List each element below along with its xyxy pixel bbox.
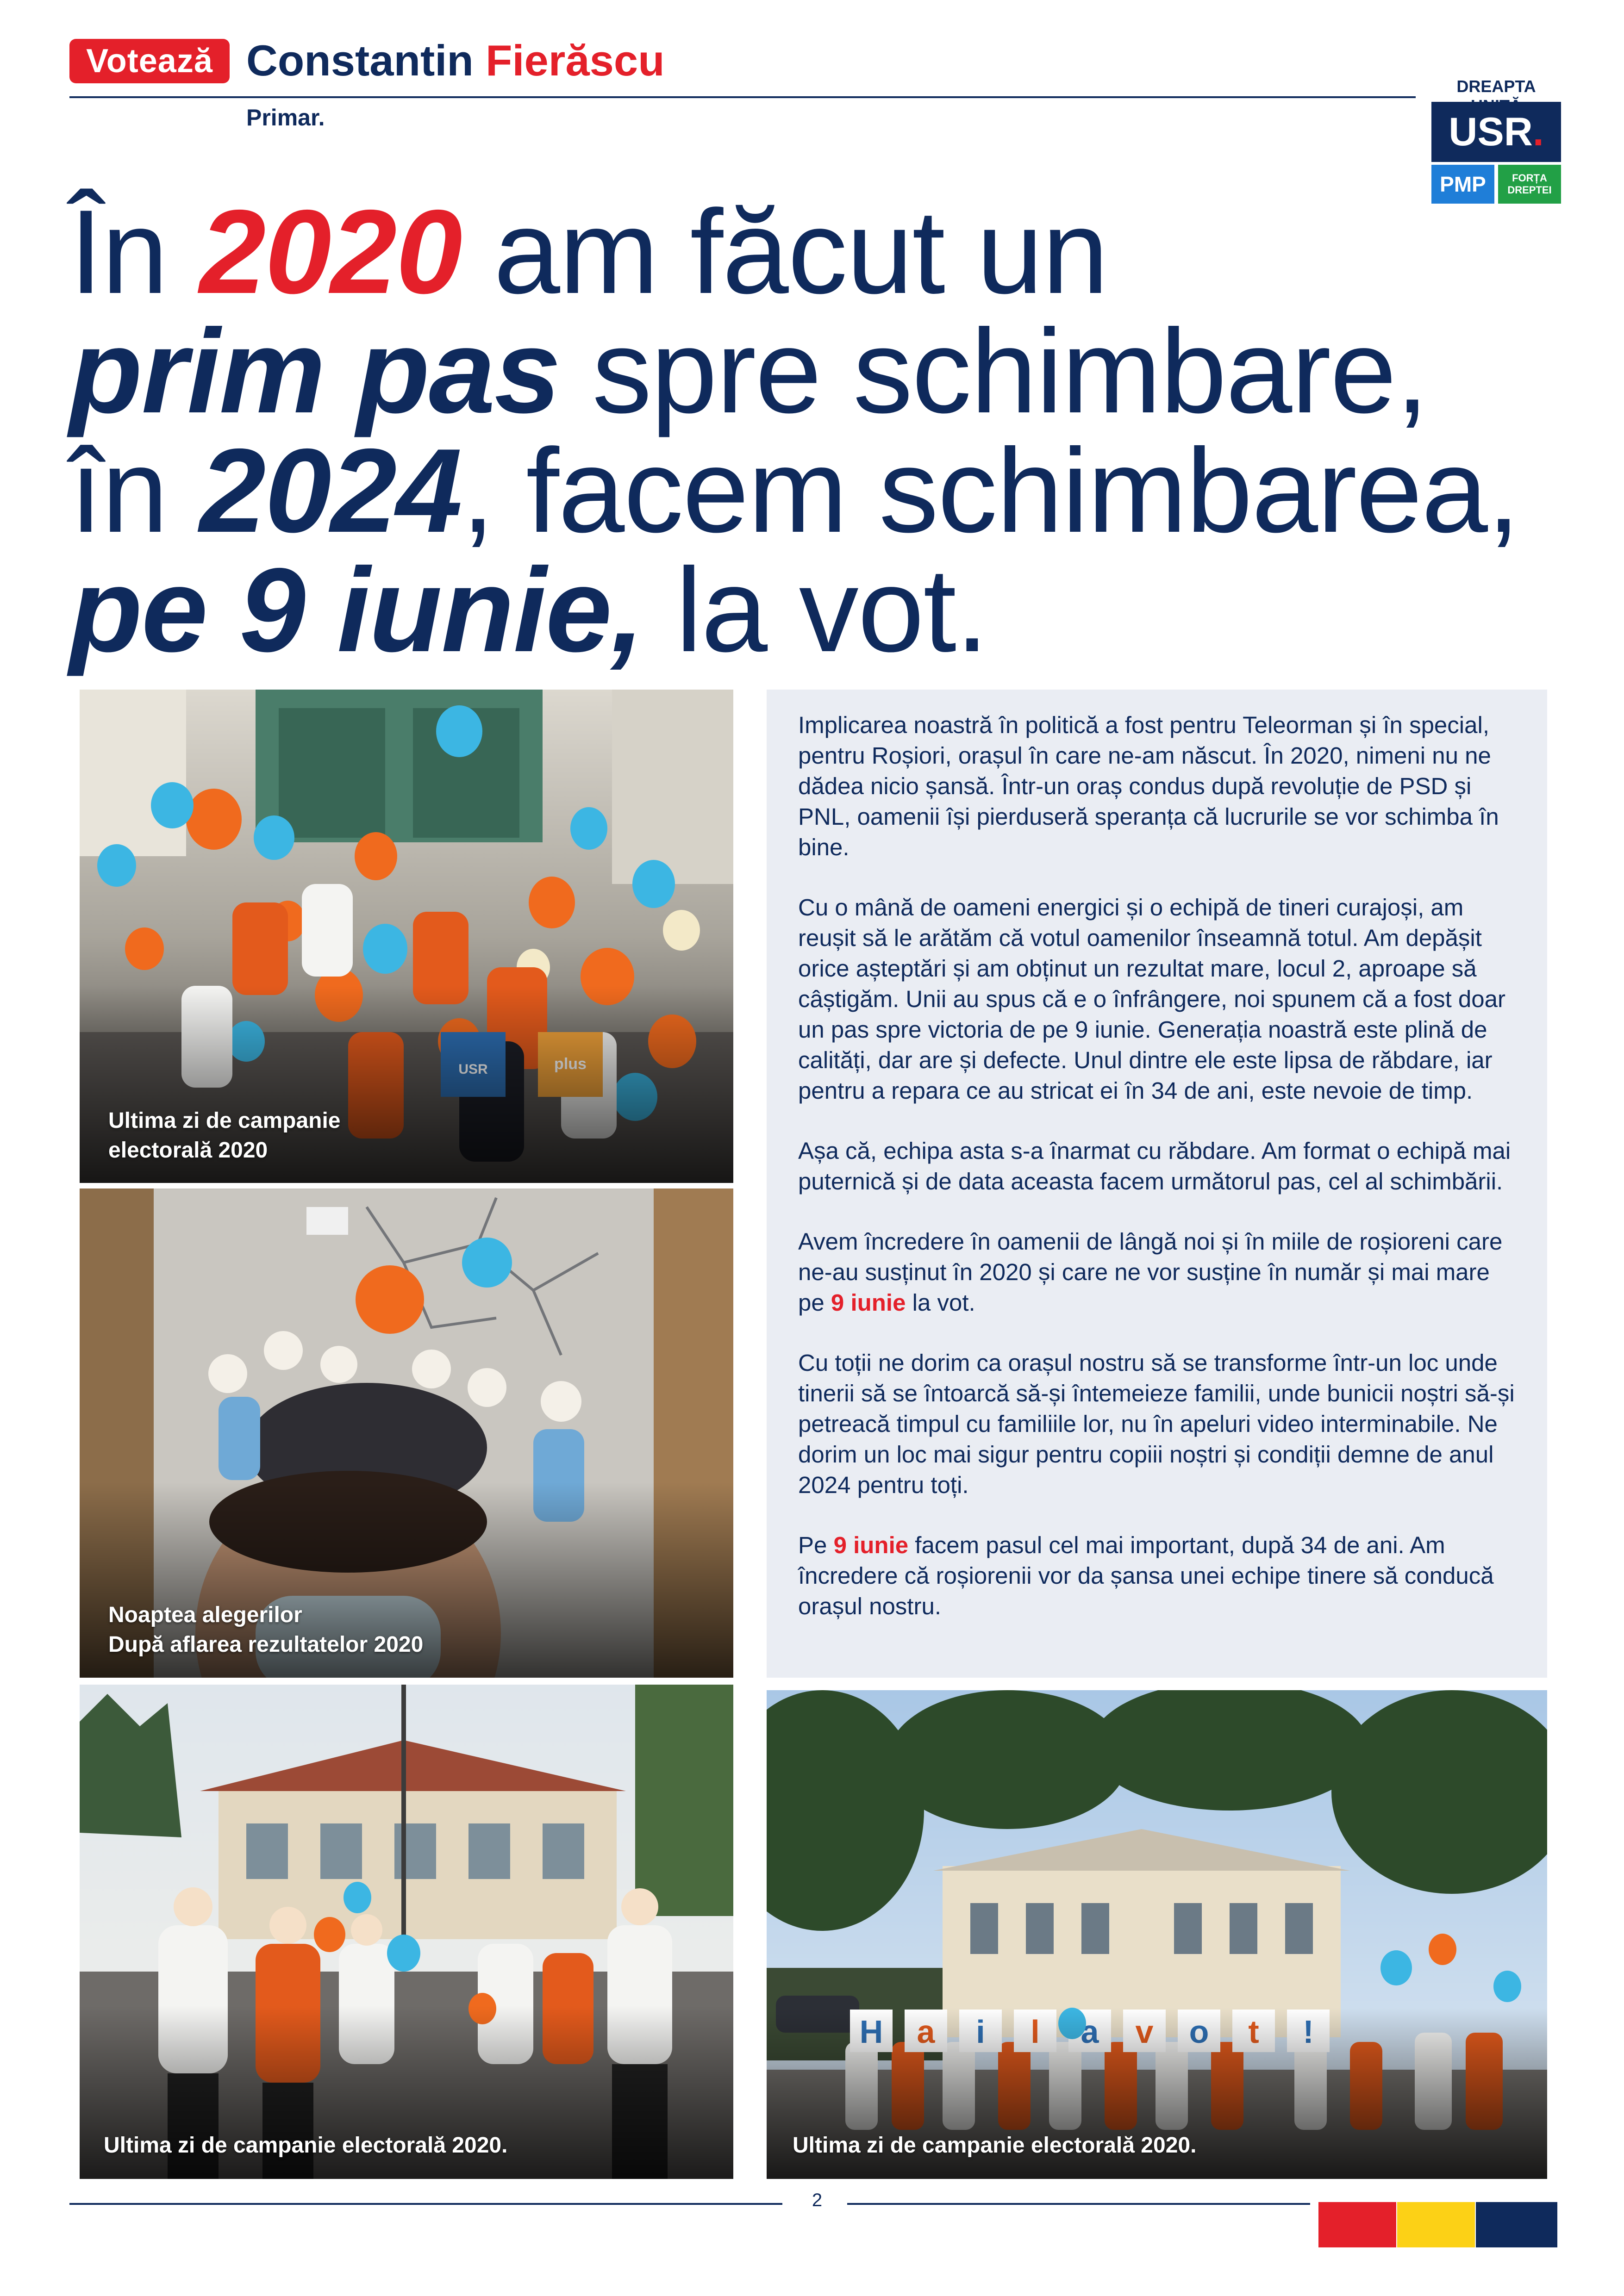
footer-divider-left: [69, 2203, 782, 2205]
headline-line-4: [69, 543, 1574, 677]
flag-stripe-yellow: [1397, 2202, 1475, 2247]
statement-paragraph-4: [798, 1226, 1519, 1318]
candidate-last-name: Fierăscu: [485, 36, 665, 85]
text: Pe: [798, 1532, 834, 1558]
statement-paragraph-6: [798, 1530, 1519, 1622]
flag-stripe-red: [1318, 2202, 1396, 2247]
date-highlight: 9 iunie: [833, 1532, 909, 1558]
page-number: 2: [812, 2190, 823, 2210]
hl-date: pe 9 iunie,: [69, 543, 643, 677]
usr-logo: [1431, 102, 1561, 162]
candidate-name: [246, 35, 665, 86]
photo-caption: Ultima zi de campanie electorală 2020.: [104, 2133, 508, 2158]
hl-text: , facem schimbarea,: [461, 423, 1519, 557]
hl-text: la vot.: [643, 543, 988, 677]
photo-hai-la-vot-illustration: [767, 1690, 1547, 2179]
photo-caption-line-2: După aflarea rezultatelor 2020: [108, 1632, 424, 1657]
photo-hai-la-vot: [767, 1690, 1547, 2179]
pmp-logo: PMP: [1431, 165, 1494, 204]
flag-stripe-blue: [1476, 2202, 1557, 2247]
vote-badge: Votează: [69, 39, 230, 83]
alliance-caption: DREAPTA: [1456, 77, 1536, 96]
text: la vot.: [906, 1289, 975, 1316]
candidate-first-name: Constantin: [246, 36, 474, 85]
photo-street-march: [80, 1685, 733, 2179]
photo-caption-line-1: Noaptea alegerilor: [108, 1603, 302, 1627]
statement-paragraph-2: Cu o mână de oameni energici și o echipă de tineri curajoși, am reușit să le arătăm că votul oamenilor înseamnă totul. Am depășit orice așteptări și am obținut un rezultat mare, locul 2, aproape să câștigăm. Unii au spus că e o înfrângere, noi spunem că a fost doar un pas spre victoria de pe 9 iunie. Generația noastră este plină de calități, dar are și defecte. Unul dintre ele este lipsa de răbdare, iar pentru a repara ce au stricat ei în 34 de ani, este nevoie de timp.: [798, 894, 1506, 1104]
hl-year-2020: 2020: [199, 185, 462, 318]
hl-year-2024: 2024: [199, 423, 462, 557]
photo-campaign-balloons: [80, 690, 733, 1183]
photo-election-night: [80, 1188, 733, 1678]
statement-paragraph-3: Așa că, echipa asta s-a înarmat cu răbdare. Am format o echipă mai puternică și de data aceasta facem următorul pas, cel al schimbării.: [798, 1138, 1511, 1195]
photo-caption: Ultima zi de campanie electorală 2020.: [793, 2133, 1197, 2158]
date-highlight: 9 iunie: [831, 1289, 906, 1316]
hl-text: în: [69, 423, 200, 557]
hl-text: spre schimbare,: [560, 304, 1428, 438]
text: Avem încredere în oamenii de lângă noi și în miile de roșioreni care ne-au susținut în 2020 și care ne vor susține în număr și mai mare pe: [798, 1228, 1503, 1316]
headline-line-2: [69, 304, 1574, 438]
hl-prim-pas: prim pas: [69, 304, 560, 438]
photo-street-march-illustration: [80, 1685, 733, 2179]
candidate-role: Primar.: [246, 105, 325, 131]
forta-line-1: FORȚA: [1512, 172, 1547, 184]
photo-caption: [108, 1106, 341, 1165]
statement-paragraph-5: Cu toții ne dorim ca orașul nostru să se transforme într-un loc unde tinerii să se întoarcă să-și întemeieze familii, unde bunicii noștri să-și petreacă timpul cu familiile lor, nu în apeluri video interminabile. Ne dorim un loc mai sigur pentru copiii noștri și condiții demne de anul 2024 pentru toți.: [798, 1350, 1515, 1498]
usr-logo-dot: .: [1532, 110, 1544, 154]
header-divider: [69, 96, 1416, 98]
forta-line-2: DREPTEI: [1507, 184, 1552, 196]
footer-divider-right: [847, 2203, 1310, 2205]
text: facem pasul cel mai important, după 34 de ani. Am încredere că roșiorenii vor da șansa unei echipe tinere să conducă orașul nostru.: [798, 1532, 1494, 1619]
hl-text: am făcut un: [461, 185, 1108, 318]
campaign-statement: [767, 690, 1547, 1678]
usr-logo-text: USR: [1449, 110, 1533, 154]
photo-caption-line-2: electorală 2020: [108, 1138, 268, 1163]
hl-text: În: [69, 185, 200, 318]
photo-caption-line-1: Ultima zi de campanie: [108, 1108, 341, 1133]
statement-paragraph-1: Implicarea noastră în politică a fost pentru Teleorman și în special, pentru Roșiori, orașul în care ne-am născut. În 2020, nimeni nu ne dădea nicio șansă. Într-un oraș condus după revoluție de PSD și PNL, oamenii își pierduseră speranța că lucrurile se vor schimba în bine.: [798, 712, 1499, 860]
photo-caption: [108, 1600, 423, 1660]
headline-line-3: [69, 423, 1574, 557]
